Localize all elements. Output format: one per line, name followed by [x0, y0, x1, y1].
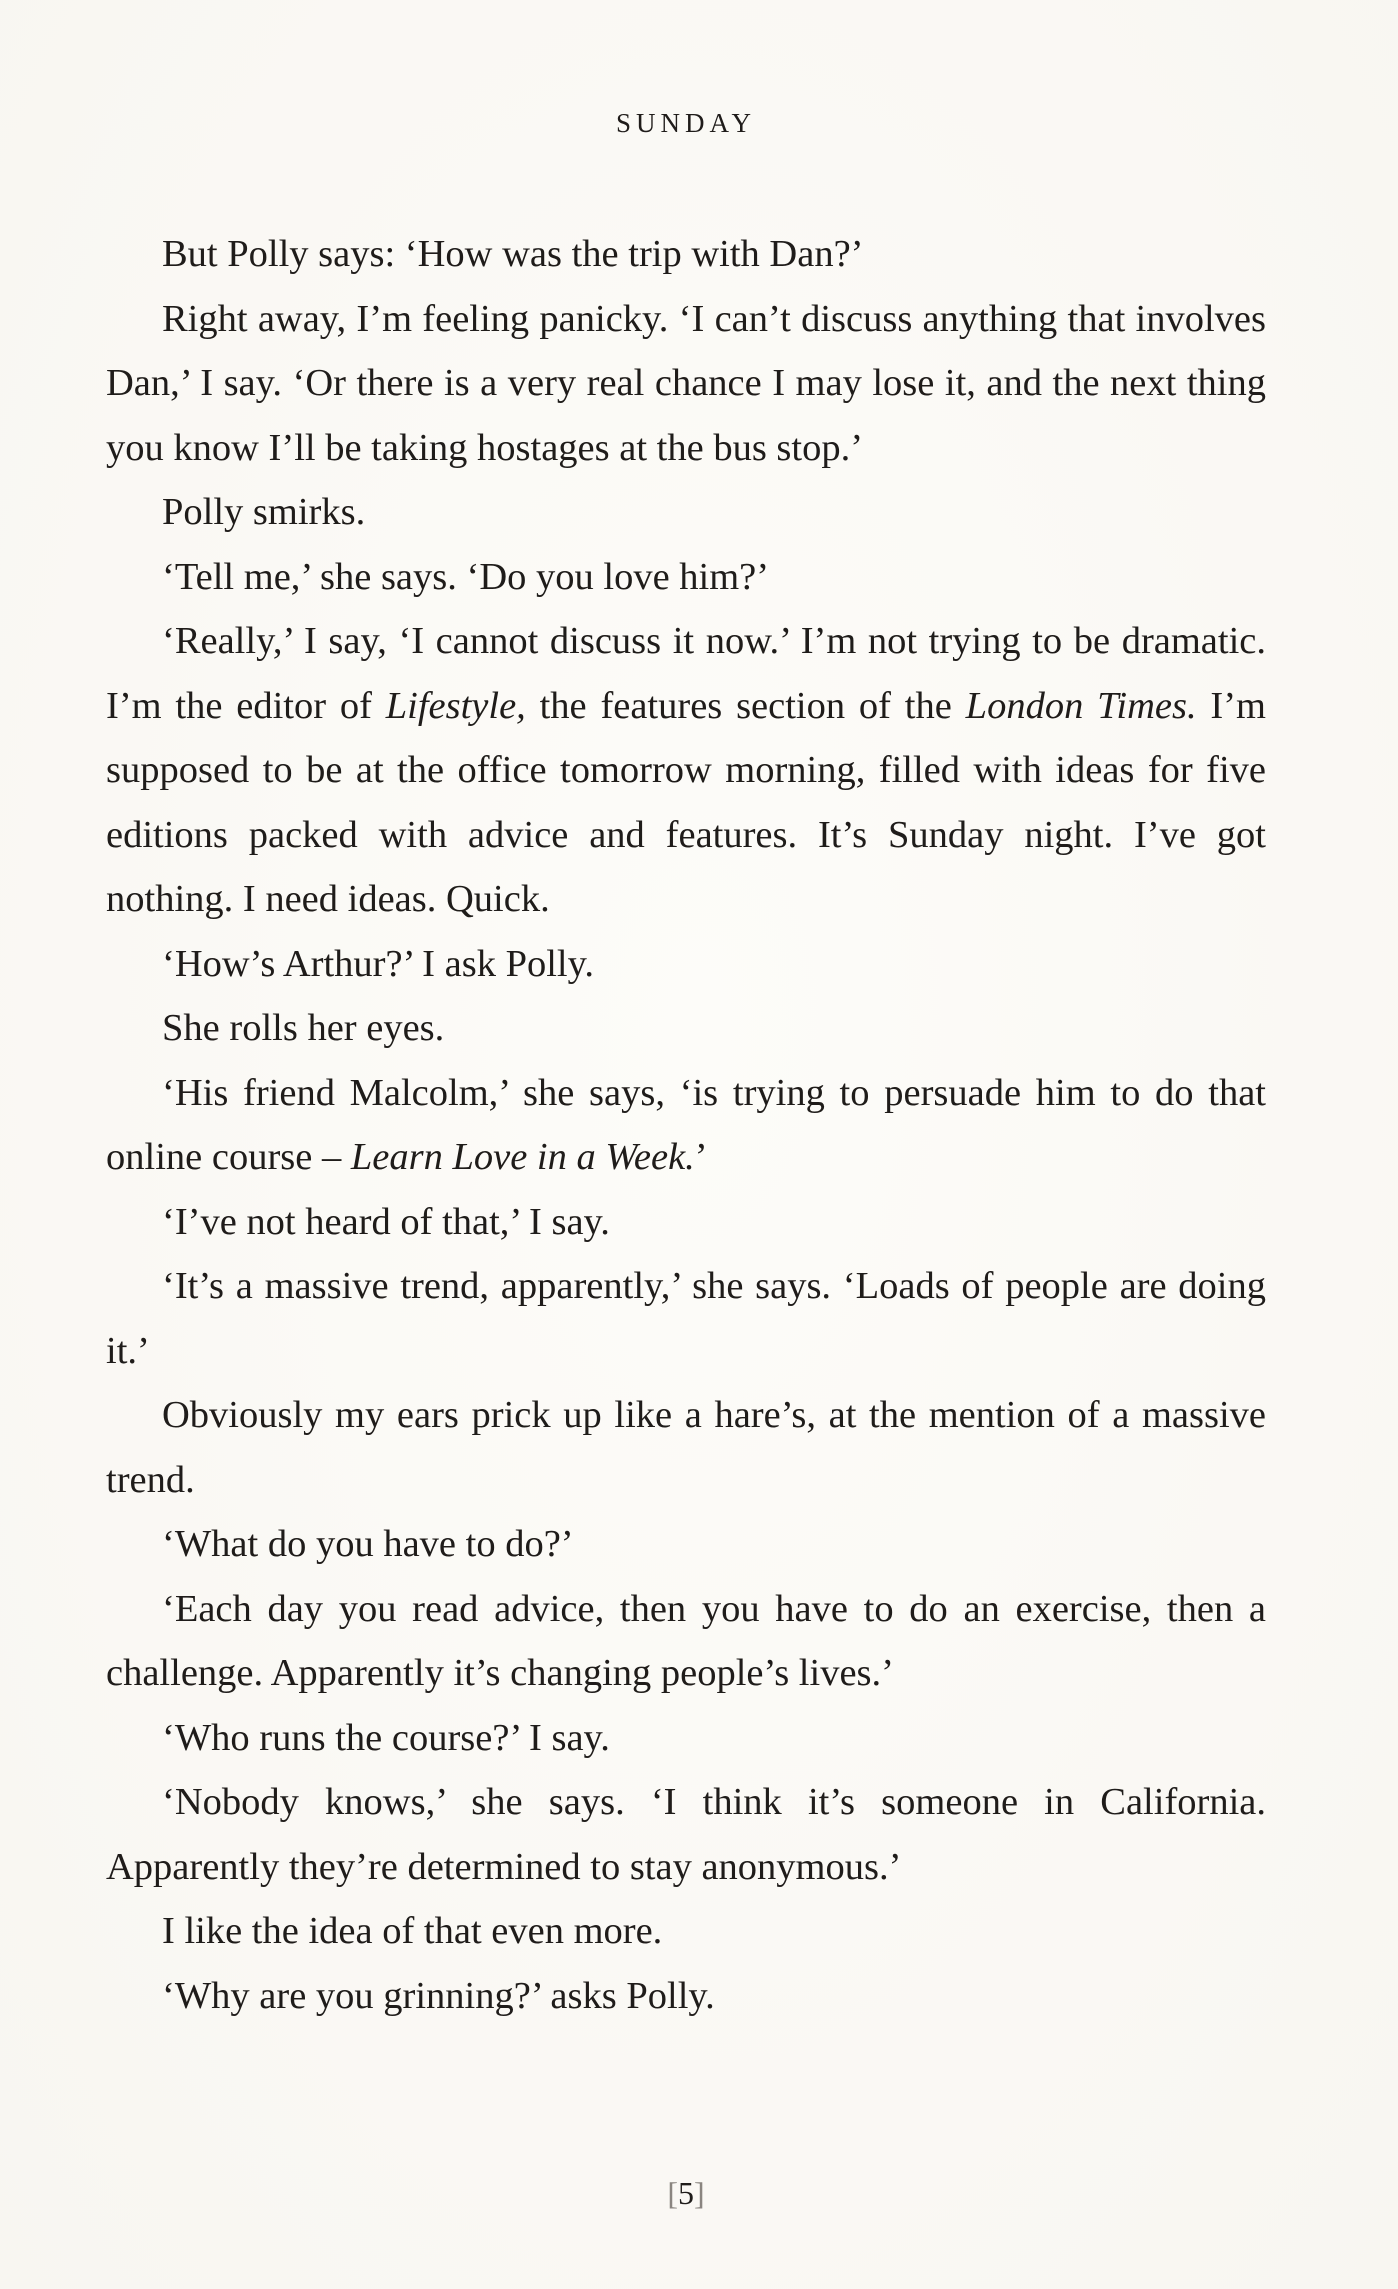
text-run: Polly smirks. — [162, 491, 366, 533]
body-text — [106, 222, 1266, 2028]
text-run: I like the idea of that even more. — [162, 1910, 663, 1952]
paragraph — [106, 1770, 1266, 1899]
text-run: ‘Really,’ I say, ‘I cannot discuss it now.’ I’m not trying to be dramatic. I’m the editor of — [106, 620, 1266, 727]
paragraph — [106, 996, 1266, 1061]
paragraph — [106, 1061, 1266, 1190]
text-run: ‘I’ve not heard of that,’ I say. — [162, 1200, 610, 1243]
text-run: ‘His friend Malcolm,’ she says, ‘is trying to persuade him to do that online course – — [106, 1071, 1266, 1178]
paragraph — [106, 1964, 1266, 2029]
text-run: ’ — [694, 1136, 708, 1178]
italic-text: London Times. — [965, 684, 1197, 727]
paragraph — [106, 1512, 1266, 1577]
paragraph — [106, 1254, 1266, 1383]
paragraph — [106, 545, 1266, 610]
page-number — [0, 2175, 1372, 2212]
paragraph — [106, 222, 1266, 287]
text-run: ‘Nobody knows,’ she says. ‘I think it’s someone in California. Apparently they’re determined to stay anonymous.’ — [106, 1781, 1266, 1888]
text-run: the features section of the — [525, 684, 966, 727]
text-run: ‘How’s Arthur?’ I ask Polly. — [162, 942, 594, 985]
text-run: ‘Who runs the course?’ I say. — [162, 1716, 610, 1759]
paragraph — [106, 480, 1266, 545]
folio-number: 5 — [678, 2175, 694, 2211]
text-run: Obviously my ears prick up like a hare’s, at the mention of a massive trend. — [106, 1394, 1266, 1501]
paragraph — [106, 1706, 1266, 1771]
italic-text: Lifestyle, — [385, 684, 526, 727]
folio-open-bracket: [ — [667, 2175, 678, 2211]
folio-close-bracket: ] — [694, 2175, 705, 2211]
text-run: ‘It’s a massive trend, apparently,’ she says. ‘Loads of people are doing it.’ — [106, 1265, 1266, 1372]
paragraph — [106, 1899, 1266, 1964]
running-head: SUNDAY — [615, 108, 757, 138]
text-run: I’m supposed to be at the office tomorrow morning, filled with ideas for five editions packed with advice and features. It’s Sunday night. I’ve got nothing. I need ideas. Quick. — [106, 684, 1267, 920]
paragraph — [106, 609, 1266, 932]
paragraph — [106, 1577, 1266, 1706]
italic-text: Learn Love in a Week. — [350, 1136, 695, 1178]
text-run: ‘Why are you grinning?’ asks Polly. — [162, 1974, 715, 2017]
paragraph — [106, 1190, 1266, 1255]
text-run: Right away, I’m feeling panicky. ‘I can’t discuss anything that involves Dan,’ I say. ‘Or there is a very real chance I may lose it, and the next thing you know I’ll be taking hostages at the bus stop.’ — [106, 297, 1266, 469]
text-run: ‘Tell me,’ she says. ‘Do you love him?’ — [162, 555, 770, 598]
paragraph — [106, 1383, 1266, 1512]
paragraph — [106, 932, 1266, 997]
text-run: But Polly says: ‘How was the trip with Dan?’ — [162, 233, 864, 275]
text-run: ‘What do you have to do?’ — [162, 1523, 574, 1565]
text-run: She rolls her eyes. — [162, 1007, 445, 1049]
text-run: ‘Each day you read advice, then you have to do an exercise, then a challenge. Apparently it’s changing people’s lives.’ — [106, 1587, 1266, 1694]
paragraph — [106, 287, 1266, 481]
